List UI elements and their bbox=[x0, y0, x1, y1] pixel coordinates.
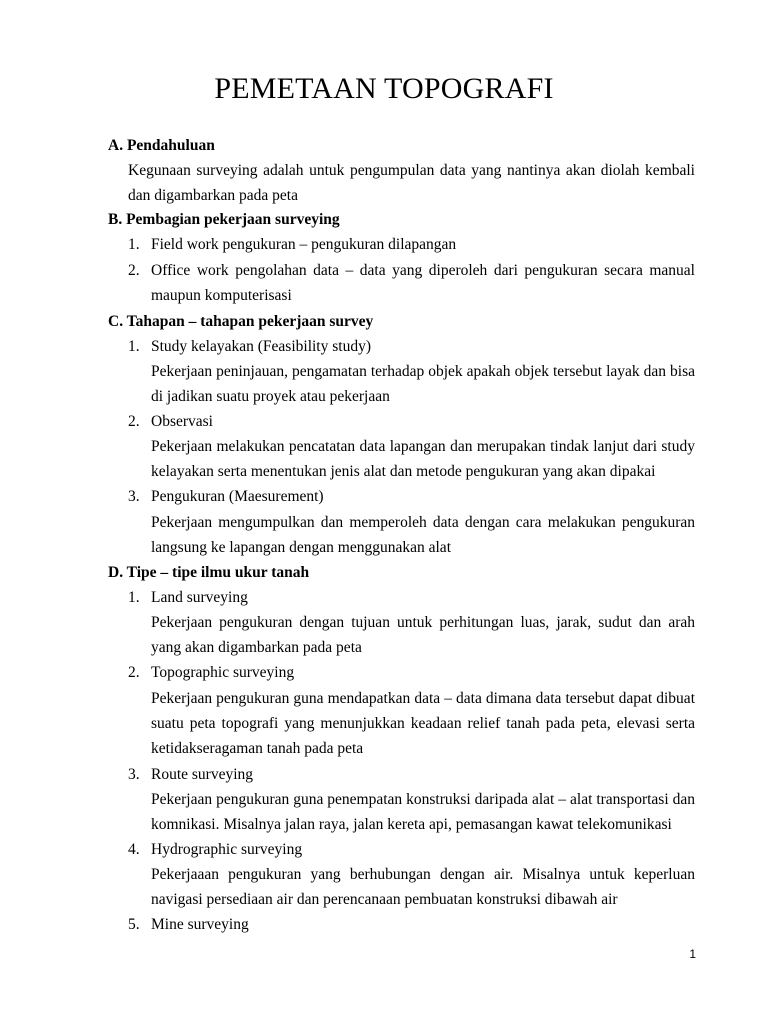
list-item-title: Office work pengolahan data – data yang diperoleh dari pengukuran secara manual maupun komputerisasi bbox=[151, 262, 695, 305]
list-item-description: Pekerjaan pengukuran guna mendapatkan data – data dimana data tersebut dapat dibuat suatu peta topografi yang menunjukkan keadaan relief tanah pada peta, elevasi serta ketidakseragaman tanah pada peta bbox=[151, 690, 695, 758]
list-item-title: Land surveying bbox=[151, 589, 248, 606]
list-item-title: Topographic surveying bbox=[151, 664, 295, 681]
list-item-number: 5. bbox=[128, 916, 140, 933]
section-a-paragraph: Kegunaan surveying adalah untuk pengumpulan data yang nantinya akan diolah kembali dan digambarkan pada peta bbox=[128, 162, 695, 205]
list-item-number: 3. bbox=[128, 766, 140, 783]
list-item-title: Observasi bbox=[151, 413, 213, 430]
list-item-number: 1. bbox=[128, 236, 140, 253]
list-item-description: Pekerjaan peninjauan, pengamatan terhadap objek apakah objek tersebut layak dan bisa di jadikan suatu proyek atau pekerjaan bbox=[151, 363, 695, 406]
list-item-number: 1. bbox=[128, 589, 140, 606]
list-item-description: Pekerjaan pengukuran guna penempatan konstruksi daripada alat – alat transportasi dan komnikasi. Misalnya jalan raya, jalan kereta api, pemasangan kawat telekomunikasi bbox=[151, 791, 695, 834]
list-item-number: 2. bbox=[128, 413, 140, 430]
list-item-title: Study kelayakan (Feasibility study) bbox=[151, 338, 371, 355]
section-heading-d: D. Tipe – tipe ilmu ukur tanah bbox=[108, 564, 310, 581]
page-number: 1 bbox=[689, 947, 696, 961]
list-item-number: 1. bbox=[128, 338, 140, 355]
list-item-number: 4. bbox=[128, 841, 140, 858]
section-heading-a: A. Pendahuluan bbox=[108, 137, 215, 154]
list-item-title: Pengukuran (Maesurement) bbox=[151, 488, 324, 505]
list-item-title: Field work pengukuran – pengukuran dilapangan bbox=[151, 236, 457, 253]
section-heading-c: C. Tahapan – tahapan pekerjaan survey bbox=[108, 313, 374, 330]
list-item-number: 2. bbox=[128, 262, 140, 279]
list-item-description: Pekerjaan mengumpulkan dan memperoleh data dengan cara melakukan pengukuran langsung ke lapangan dengan menggunakan alat bbox=[151, 514, 695, 557]
list-item-number: 2. bbox=[128, 664, 140, 681]
list-item-description: Pekerjaaan pengukuran yang berhubungan dengan air. Misalnya untuk keperluan navigasi persediaan air dan perencanaan pembuatan konstruksi dibawah air bbox=[151, 866, 695, 909]
list-item-title: Mine surveying bbox=[151, 916, 249, 933]
page-title: PEMETAAN TOPOGRAFI bbox=[214, 72, 554, 105]
list-item-title: Route surveying bbox=[151, 766, 254, 783]
list-item-title: Hydrographic surveying bbox=[151, 841, 303, 858]
section-heading-b: B. Pembagian pekerjaan surveying bbox=[108, 211, 340, 228]
list-item-description: Pekerjaan pengukuran dengan tujuan untuk perhitungan luas, jarak, sudut dan arah yang akan digambarkan pada peta bbox=[151, 614, 695, 657]
list-item-description: Pekerjaan melakukan pencatatan data lapangan dan merupakan tindak lanjut dari study kelayakan serta menentukan jenis alat dan metode pengukuran yang akan dipakai bbox=[151, 438, 695, 481]
list-item-number: 3. bbox=[128, 488, 140, 505]
